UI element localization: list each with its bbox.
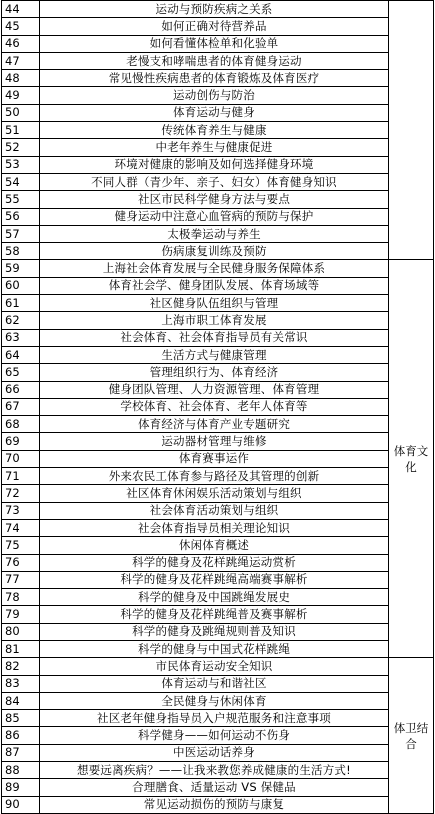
row-number: 64 (2, 346, 40, 363)
table-row (2, 173, 434, 190)
row-number: 81 (2, 640, 40, 657)
table-row (2, 87, 434, 104)
course-title: 体育运动与健身 (40, 104, 389, 121)
course-title: 科学健身——如何运动不伤身 (40, 727, 389, 744)
table-row (2, 122, 434, 139)
row-number: 44 (2, 1, 40, 18)
course-title: 体育社会学、健身团队发展、体育场域等 (40, 277, 389, 294)
course-title: 上海社会体育发展与全民健身服务保障体系 (40, 260, 389, 277)
course-title: 如何正确对待营养品 (40, 18, 389, 35)
course-title: 中医运动话养身 (40, 744, 389, 761)
table-row (2, 329, 434, 346)
category-label: 体育文化 (393, 443, 429, 474)
row-number: 79 (2, 606, 40, 623)
course-list-table (1, 0, 434, 814)
row-number: 89 (2, 779, 40, 796)
row-number: 68 (2, 416, 40, 433)
table-row (2, 364, 434, 381)
category-cell (389, 1, 434, 260)
course-title: 运动与预防疾病之关系 (40, 1, 389, 18)
course-title: 科学的健身及花样跳绳高端赛事解析 (40, 571, 389, 588)
row-number: 85 (2, 710, 40, 727)
table-row (2, 139, 434, 156)
course-title: 如何看懂体检单和化验单 (40, 35, 389, 52)
course-title: 科学的健身与中国式花样跳绳 (40, 640, 389, 657)
row-number: 80 (2, 623, 40, 640)
row-number: 63 (2, 329, 40, 346)
course-title: 环境对健康的影响及如何选择健身环境 (40, 156, 389, 173)
row-number: 67 (2, 398, 40, 415)
course-title: 合理膳食、适量运动 VS 保健品 (40, 779, 389, 796)
row-number: 54 (2, 173, 40, 190)
row-number: 72 (2, 485, 40, 502)
table-row (2, 744, 434, 761)
table-row (2, 658, 434, 675)
course-title: 全民健身与休闲体育 (40, 692, 389, 709)
row-number: 56 (2, 208, 40, 225)
course-title: 运动创伤与防治 (40, 87, 389, 104)
table-row (2, 485, 434, 502)
row-number: 71 (2, 468, 40, 485)
course-title: 健身团队管理、人力资源管理、体育管理 (40, 381, 389, 398)
table-row (2, 416, 434, 433)
course-title: 运动器材管理与维修 (40, 433, 389, 450)
course-title: 科学的健身及跳绳规则普及知识 (40, 623, 389, 640)
course-title: 体育赛事运作 (40, 450, 389, 467)
table-row (2, 70, 434, 87)
table-row (2, 606, 434, 623)
course-title: 传统体育养生与健康 (40, 122, 389, 139)
row-number: 58 (2, 243, 40, 260)
table-row (2, 796, 434, 813)
course-title: 市民体育运动安全知识 (40, 658, 389, 675)
course-title: 太极拳运动与养生 (40, 225, 389, 242)
course-title: 休闲体育概述 (40, 537, 389, 554)
row-number: 50 (2, 104, 40, 121)
course-title: 生活方式与健康管理 (40, 346, 389, 363)
row-number: 51 (2, 122, 40, 139)
course-title: 体育运动与和谐社区 (40, 675, 389, 692)
row-number: 53 (2, 156, 40, 173)
table-row (2, 589, 434, 606)
table-row (2, 156, 434, 173)
table-row (2, 502, 434, 519)
course-title: 管理组织行为、体育经济 (40, 364, 389, 381)
row-number: 65 (2, 364, 40, 381)
row-number: 78 (2, 589, 40, 606)
row-number: 77 (2, 571, 40, 588)
table-row (2, 710, 434, 727)
row-number: 90 (2, 796, 40, 813)
course-title: 伤病康复训练及预防 (40, 243, 389, 260)
course-title: 科学的健身及中国跳绳发展史 (40, 589, 389, 606)
table-row (2, 519, 434, 536)
table-row (2, 243, 434, 260)
course-title: 社区体育休闲娱乐活动策划与组织 (40, 485, 389, 502)
table-row (2, 433, 434, 450)
course-title: 中老年养生与健康促进 (40, 139, 389, 156)
table-row (2, 675, 434, 692)
category-cell (389, 260, 434, 658)
course-title: 社会体育、社会体育指导员有关常识 (40, 329, 389, 346)
course-title: 社区健身队伍组织与管理 (40, 295, 389, 312)
table-row (2, 762, 434, 779)
course-title: 社区市民科学健身方法与要点 (40, 191, 389, 208)
row-number: 46 (2, 35, 40, 52)
course-title: 社区老年健身指导员入户规范服务和注意事项 (40, 710, 389, 727)
table-row (2, 727, 434, 744)
row-number: 86 (2, 727, 40, 744)
course-title: 社会体育活动策划与组织 (40, 502, 389, 519)
course-title: 上海市职工体育发展 (40, 312, 389, 329)
course-title: 社会体育指导员相关理论知识 (40, 519, 389, 536)
table-row (2, 537, 434, 554)
table-row (2, 779, 434, 796)
row-number: 45 (2, 18, 40, 35)
row-number: 74 (2, 519, 40, 536)
table-row (2, 312, 434, 329)
table-row (2, 346, 434, 363)
row-number: 88 (2, 762, 40, 779)
row-number: 83 (2, 675, 40, 692)
row-number: 69 (2, 433, 40, 450)
table-row (2, 208, 434, 225)
table-row (2, 260, 434, 277)
course-title: 外来农民工体育参与路径及其管理的创新 (40, 468, 389, 485)
row-number: 48 (2, 70, 40, 87)
row-number: 61 (2, 295, 40, 312)
row-number: 82 (2, 658, 40, 675)
table-row (2, 35, 434, 52)
row-number: 73 (2, 502, 40, 519)
table-row (2, 104, 434, 121)
course-title: 健身运动中注意心血管病的预防与保护 (40, 208, 389, 225)
table-row (2, 18, 434, 35)
table-row (2, 295, 434, 312)
row-number: 75 (2, 537, 40, 554)
row-number: 57 (2, 225, 40, 242)
row-number: 62 (2, 312, 40, 329)
table-row (2, 191, 434, 208)
course-title: 不同人群（青少年、亲子、妇女）体育健身知识 (40, 173, 389, 190)
table-row (2, 381, 434, 398)
row-number: 76 (2, 554, 40, 571)
course-title: 老慢支和哮喘患者的体育健身运动 (40, 52, 389, 69)
table-row (2, 692, 434, 709)
row-number: 55 (2, 191, 40, 208)
row-number: 60 (2, 277, 40, 294)
course-title: 学校体育、社会体育、老年人体育等 (40, 398, 389, 415)
course-title: 常见慢性疾病患者的体育锻炼及体育医疗 (40, 70, 389, 87)
row-number: 47 (2, 52, 40, 69)
table-row (2, 398, 434, 415)
course-title: 科学的健身及花样跳绳运动赏析 (40, 554, 389, 571)
course-title: 体育经济与体育产业专题研究 (40, 416, 389, 433)
table-row (2, 640, 434, 657)
course-list-body (2, 1, 434, 814)
course-title: 常见运动损伤的预防与康复 (40, 796, 389, 813)
course-title: 科学的健身及花样跳绳普及赛事解析 (40, 606, 389, 623)
table-row (2, 1, 434, 18)
row-number: 84 (2, 692, 40, 709)
row-number: 49 (2, 87, 40, 104)
row-number: 66 (2, 381, 40, 398)
row-number: 87 (2, 744, 40, 761)
table-row (2, 554, 434, 571)
table-row (2, 468, 434, 485)
table-row (2, 623, 434, 640)
category-cell (389, 658, 434, 814)
table-row (2, 277, 434, 294)
category-label: 体卫结合 (393, 720, 429, 751)
table-row (2, 52, 434, 69)
table-row (2, 450, 434, 467)
row-number: 70 (2, 450, 40, 467)
row-number: 52 (2, 139, 40, 156)
table-row (2, 225, 434, 242)
row-number: 59 (2, 260, 40, 277)
course-title: 想要远离疾病？——让我来教您养成健康的生活方式! (40, 762, 389, 779)
table-row (2, 571, 434, 588)
